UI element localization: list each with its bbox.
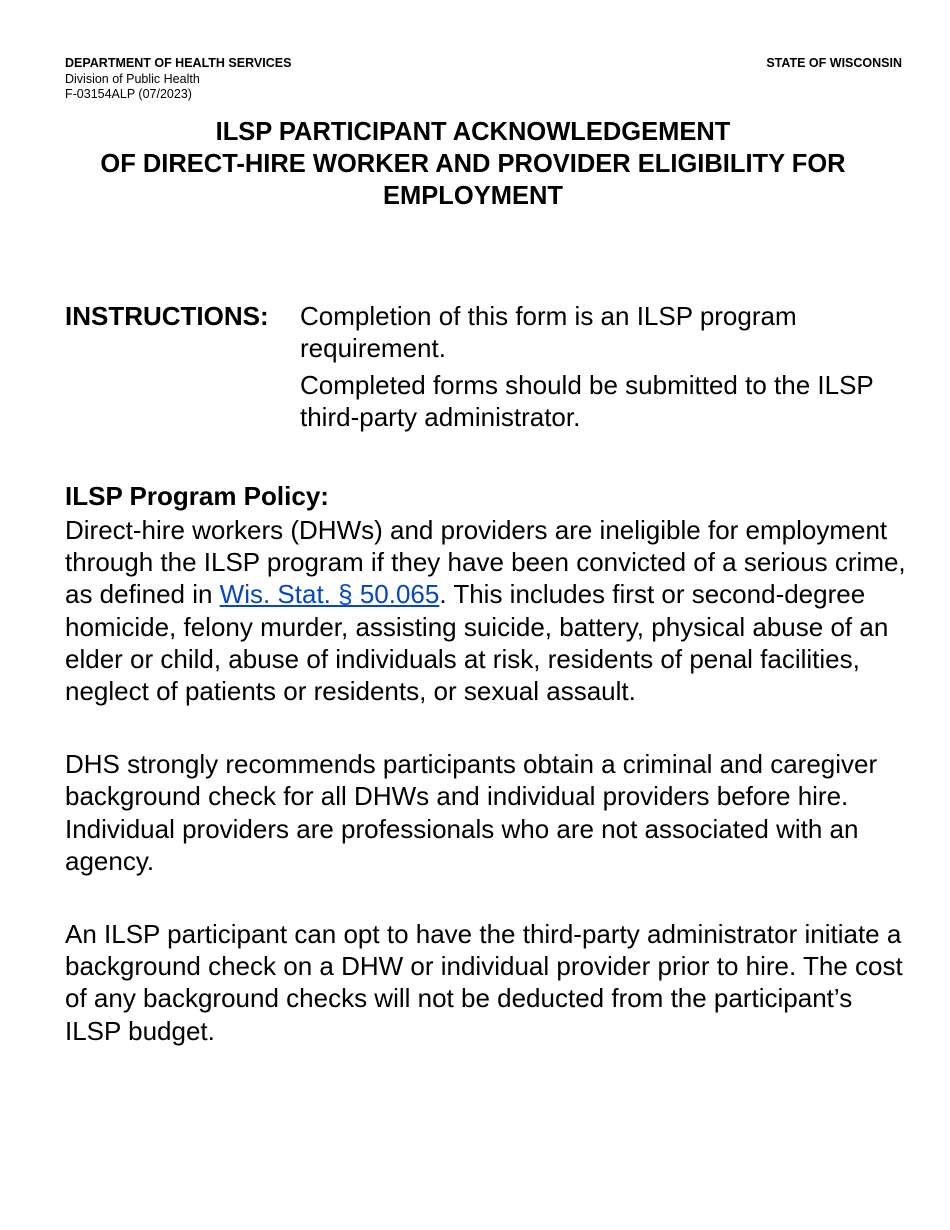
- title-line-2: OF DIRECT-HIRE WORKER AND PROVIDER ELIGIBILITY FOR: [100, 150, 846, 178]
- state-name: STATE OF WISCONSIN: [766, 56, 902, 70]
- policy-paragraph-1: [65, 514, 915, 707]
- title-line-3: EMPLOYMENT: [383, 182, 563, 210]
- statute-link[interactable]: Wis. Stat. § 50.065: [219, 579, 440, 610]
- document-title: [40, 116, 906, 212]
- header-agency-block: [65, 56, 291, 103]
- instructions-text-1: Completion of this form is an ILSP program requirement.: [300, 301, 797, 363]
- instructions-text: [300, 300, 890, 438]
- instructions-text-2: Completed forms should be submitted to the ILSP third-party administrator.: [300, 370, 874, 432]
- policy-section: [65, 480, 915, 1047]
- policy-paragraph-2: DHS strongly recommends participants obtain a criminal and caregiver background check for all DHWs and individual providers before hire. Individual providers are professionals who are not associated with an agency.: [65, 749, 878, 876]
- policy-paragraph-1-start: Direct-hire workers (DHWs) and providers are ineligible for employment through the ILSP program if they have been convicted of a serious crime, as defined in: [65, 515, 906, 610]
- division-name: Division of Public Health: [65, 71, 200, 86]
- title-line-1: ILSP PARTICIPANT ACKNOWLEDGEMENT: [215, 118, 731, 146]
- form-number: F-03154ALP (07/2023): [65, 87, 192, 101]
- instructions-label: INSTRUCTIONS:: [65, 301, 269, 331]
- department-name: DEPARTMENT OF HEALTH SERVICES: [65, 56, 292, 70]
- policy-paragraph-3: An ILSP participant can opt to have the third-party administrator initiate a background check on a DHW or individual provider prior to hire. The cost of any background checks will not be deducted from the participant’s ILSP budget.: [65, 919, 903, 1046]
- policy-heading: ILSP Program Policy:: [65, 481, 329, 511]
- policy-paragraph-1-end: . This includes first or second-degree homicide, felony murder, assisting suicide, battery, physical abuse of an elder or child, abuse of individuals at risk, residents of penal facilities, neglect of patients or residents, or sexual assault.: [65, 579, 889, 707]
